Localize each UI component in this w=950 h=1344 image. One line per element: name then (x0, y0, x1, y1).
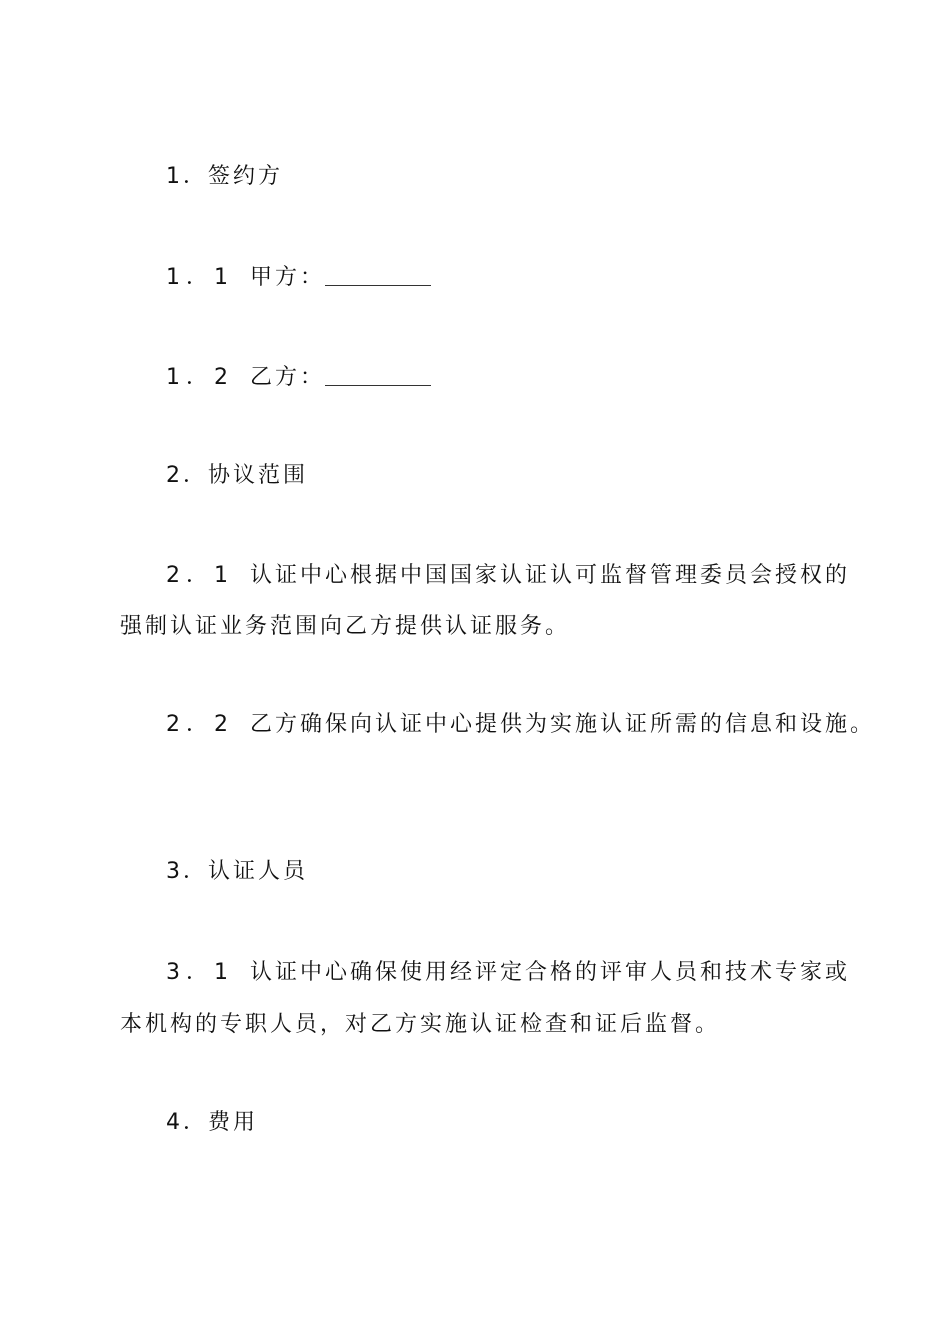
clause-3-1-text-1: 认证中心确保使用经评定合格的评审人员和技术专家或 (250, 960, 851, 985)
clause-1-1-label: 甲方： (250, 265, 326, 290)
clause-1-2 (166, 363, 431, 393)
clause-1-2-number: 1．2 (166, 365, 234, 390)
party-b-blank-field[interactable] (325, 365, 431, 386)
clause-2-2 (166, 710, 875, 740)
section-1-title: 1．签约方 (166, 164, 283, 189)
clause-2-1-line-1 (166, 561, 850, 591)
section-4-title: 4．费用 (166, 1110, 258, 1135)
clause-2-1-number: 2．1 (166, 563, 234, 588)
section-2-title: 2．协议范围 (166, 463, 308, 488)
clause-3-1-number: 3．1 (166, 960, 234, 985)
clause-2-1-text-1: 认证中心根据中国国家认证认可监督管理委员会授权的 (250, 563, 851, 588)
clause-3-1-line-1 (166, 958, 850, 988)
clause-1-2-label: 乙方： (250, 365, 326, 390)
clause-1-1 (166, 263, 431, 293)
clause-2-1-line-2: 强制认证业务范围向乙方提供认证服务。 (120, 614, 571, 639)
clause-2-2-text: 乙方确保向认证中心提供为实施认证所需的信息和设施。 (250, 712, 876, 737)
section-3-title: 3．认证人员 (166, 859, 308, 884)
party-a-blank-field[interactable] (325, 265, 431, 286)
clause-3-1-line-2: 本机构的专职人员，对乙方实施认证检查和证后监督。 (120, 1012, 721, 1037)
clause-1-1-number: 1．1 (166, 265, 234, 290)
clause-2-2-number: 2．2 (166, 712, 234, 737)
